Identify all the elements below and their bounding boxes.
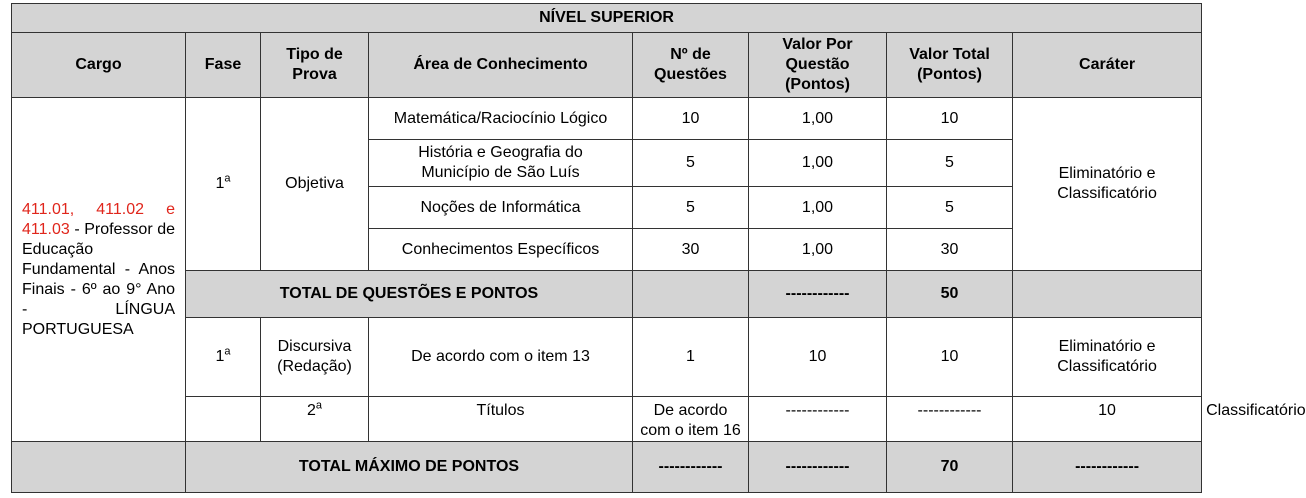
nq-discursiva: 1: [633, 318, 749, 397]
num-questoes-cell: 5: [633, 140, 749, 187]
valor-questao-cell: 1,00: [749, 140, 887, 187]
fase-objetiva: 1$^a$: [186, 98, 261, 271]
area-discursiva: De acordo com o item 13: [369, 318, 633, 397]
valor-questao-cell: 1,00: [749, 229, 887, 271]
carater-objetiva: Eliminatório e Classificatório: [1013, 98, 1202, 271]
header-num-questoes: Nº de Questões: [633, 33, 749, 98]
table-title: NÍVEL SUPERIOR: [12, 4, 1202, 33]
discursiva-row: [12, 318, 1202, 397]
valor-questao-cell: 1,00: [749, 187, 887, 229]
area-cell: História e Geografia do Município de São Luís: [369, 140, 633, 187]
exam-table: [11, 3, 1306, 493]
header-row: [12, 33, 1202, 98]
header-area: Área de Conhecimento: [369, 33, 633, 98]
total-maximo-vpq: ------------: [749, 442, 887, 493]
tipo-discursiva: Discursiva (Redação): [261, 318, 369, 397]
valor-total-cell: 10: [887, 98, 1013, 140]
tipo-titulos: Títulos: [369, 397, 633, 442]
total-questoes-nq: [633, 271, 749, 318]
cargo-description: - Professor de Educação Fundamental - Anos Finais - 6º ao 9° Ano - LÍNGUA PORTUGUESA: [22, 220, 176, 338]
total-maximo-label: TOTAL MÁXIMO DE PONTOS: [186, 442, 633, 493]
nq-titulos: ------------: [749, 397, 887, 442]
num-questoes-cell: 5: [633, 187, 749, 229]
cargo-codes: 411.01, 411.02 e 411.03: [22, 200, 175, 238]
area-titulos: De acordo com o item 16: [633, 397, 749, 442]
vpq-titulos: ------------: [887, 397, 1013, 442]
fase-discursiva: 1$^a$: [186, 318, 261, 397]
header-valor-por-questao: Valor Por Questão (Pontos): [749, 33, 887, 98]
total-questoes-vt: 50: [887, 271, 1013, 318]
total-maximo-vt: 70: [887, 442, 1013, 493]
cargo-cell: [12, 98, 186, 442]
fase-titulos: 2$^a$: [261, 397, 369, 442]
valor-questao-cell: 1,00: [749, 98, 887, 140]
valor-total-cell: 5: [887, 187, 1013, 229]
num-questoes-cell: 30: [633, 229, 749, 271]
header-tipo: Tipo de Prova: [261, 33, 369, 98]
total-questoes-row: [12, 271, 1202, 318]
area-cell: Noções de Informática: [369, 187, 633, 229]
titulos-row: 2$^a$ Títulos De acordo com o item 16 ------------ ------------ 10 Classificatório: [12, 397, 1202, 442]
header-carater: Caráter: [1013, 33, 1202, 98]
valor-total-cell: 30: [887, 229, 1013, 271]
area-cell: Matemática/Raciocínio Lógico: [369, 98, 633, 140]
vpq-discursiva: 10: [749, 318, 887, 397]
header-fase: Fase: [186, 33, 261, 98]
total-maximo-row: [12, 442, 1202, 493]
total-questoes-carater: [1013, 271, 1202, 318]
total-maximo-carater: ------------: [1013, 442, 1202, 493]
valor-total-cell: 5: [887, 140, 1013, 187]
tipo-objetiva: Objetiva: [261, 98, 369, 271]
header-cargo: Cargo: [12, 33, 186, 98]
exam-table-container: [11, 3, 1306, 493]
cargo-blank-cell: [186, 397, 261, 442]
vt-discursiva: 10: [887, 318, 1013, 397]
total-maximo-nq: ------------: [633, 442, 749, 493]
cargo-blank-cell: [12, 442, 186, 493]
header-valor-total: Valor Total (Pontos): [887, 33, 1013, 98]
carater-discursiva: Eliminatório e Classificatório: [1013, 318, 1202, 397]
total-questoes-label: TOTAL DE QUESTÕES E PONTOS: [186, 271, 633, 318]
table-row: [12, 98, 1202, 140]
vt-titulos: 10: [1013, 397, 1202, 442]
area-cell: Conhecimentos Específicos: [369, 229, 633, 271]
total-questoes-vpq: ------------: [749, 271, 887, 318]
num-questoes-cell: 10: [633, 98, 749, 140]
